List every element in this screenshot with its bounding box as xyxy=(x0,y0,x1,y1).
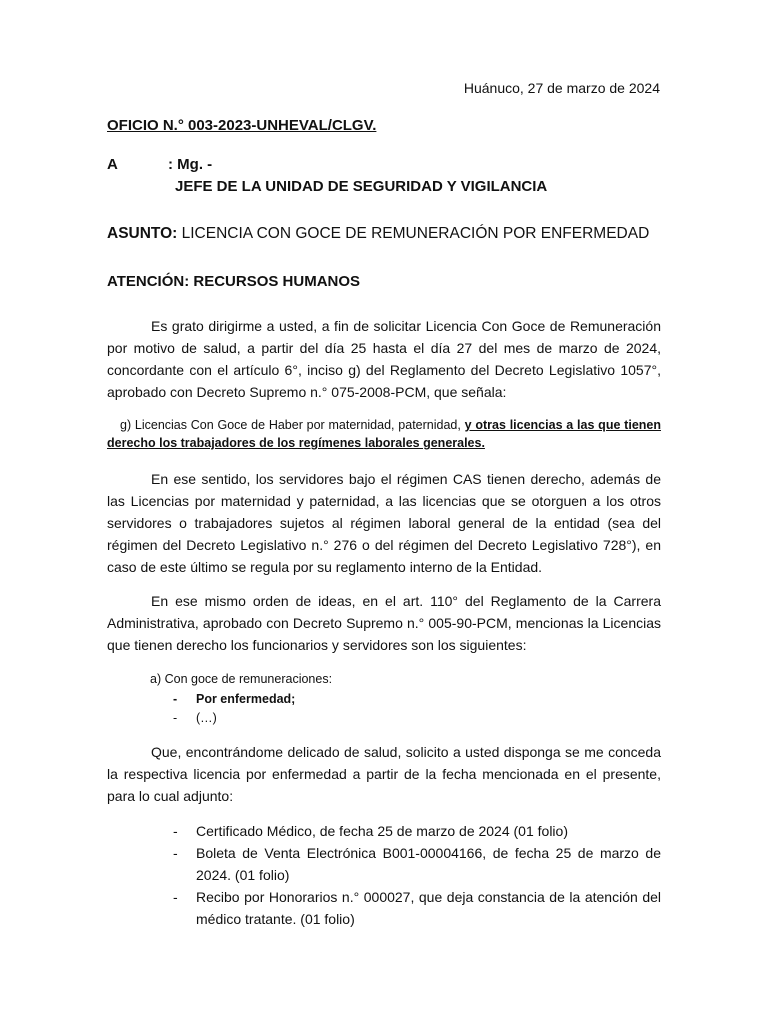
sub-item-ellipsis xyxy=(173,708,217,728)
recipient-title: JEFE DE LA UNIDAD DE SEGURIDAD Y VIGILANCIA xyxy=(175,178,548,195)
paragraph-1: Es grato dirigirme a usted, a fin de solicitar Licencia Con Goce de Remuneración por motivo de salud, a partir del día 25 hasta el día 27 del mes de marzo de 2024, concordante con el artículo 6°, inciso g) del Reglamento del Decreto Legislativo 1057°, aprobado con Decreto Supremo n.° 075-2008-PCM, que señala: xyxy=(107,318,661,400)
document-date: Huánuco, 27 de marzo de 2024 xyxy=(463,80,660,96)
sub-item-text: Por enfermedad; xyxy=(196,692,296,706)
list-item xyxy=(173,842,661,886)
quote-text: g) Licencias Con Goce de Haber por maternidad, paternidad, xyxy=(120,418,465,432)
recipient-label: A xyxy=(107,156,118,173)
dash: - xyxy=(173,889,178,905)
paragraph-3: En ese mismo orden de ideas, en el art. 110° del Reglamento de la Carrera Administrativa, aprobado con Decreto Supremo n.° 005-90-PCM, mencionas la Licencias que tienen derecho los funcionarios y servidores son los siguientes: xyxy=(107,593,661,653)
list-item xyxy=(173,820,661,842)
dash: - xyxy=(173,845,178,861)
sub-item-text: (…) xyxy=(196,711,217,725)
list-item xyxy=(173,886,661,930)
attachment-text: Certificado Médico, de fecha 25 de marzo de 2024 (01 folio) xyxy=(196,823,568,839)
attention-line: ATENCIÓN: RECURSOS HUMANOS xyxy=(107,273,361,290)
quote-underlined: y otras licencias a las que tienen derecho los trabajadores de los regímenes laborales generales. xyxy=(107,418,661,450)
list-item-a: a) Con goce de remuneraciones: xyxy=(150,672,333,686)
subject-label: ASUNTO: xyxy=(107,225,178,242)
attachment-text: Recibo por Honorarios n.° 000027, que deja constancia de la atención del médico tratante. (01 folio) xyxy=(196,889,661,927)
attachment-text: Boleta de Venta Electrónica B001-00004166, de fecha 25 de marzo de 2024. (01 folio) xyxy=(196,845,661,883)
recipient-name: : Mg. - xyxy=(168,156,213,173)
legal-quote xyxy=(107,416,661,452)
dash: - xyxy=(173,711,178,725)
oficio-number: OFICIO N.° 003-2023-UNHEVAL/CLGV. xyxy=(107,117,377,134)
subject-line xyxy=(107,225,649,243)
sub-item-enfermedad xyxy=(173,689,295,709)
dash: - xyxy=(173,692,178,706)
paragraph-2: En ese sentido, los servidores bajo el régimen CAS tienen derecho, además de las Licencias por maternidad y paternidad, a las licencias que se otorguen a los otros servidores o trabajadores sujetos al régimen laboral general de la entidad (sea del régimen del Decreto Legislativo n.° 276 o del régimen del Decreto Legislativo 728°), en caso de este último se regula por su reglamento interno de la Entidad. xyxy=(107,471,661,575)
subject-text: LICENCIA CON GOCE DE REMUNERACIÓN POR ENFERMEDAD xyxy=(177,225,650,242)
attachments-list xyxy=(173,820,661,930)
dash: - xyxy=(173,823,178,839)
paragraph-4: Que, encontrándome delicado de salud, solicito a usted disponga se me conceda la respectiva licencia por enfermedad a partir de la fecha mencionada en el presente, para lo cual adjunto: xyxy=(107,744,661,804)
